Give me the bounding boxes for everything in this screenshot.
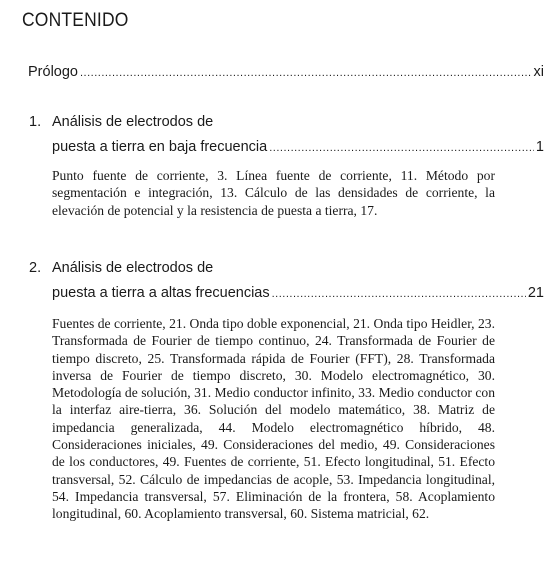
toc-entry-label: Prólogo bbox=[28, 64, 78, 80]
toc-page-number: xi bbox=[533, 64, 544, 80]
chapter-summary: Punto fuente de corriente, 3. Línea fuente de corriente, 11. Método por segmentación e integración, 13. Cálculo de las densidades de corriente, la elevación de potencial y la resistencia de puesta a tierra, 17. bbox=[52, 168, 495, 218]
chapter-number: 2. bbox=[29, 260, 42, 276]
toc-entry-chapter-1 bbox=[52, 139, 544, 155]
toc-page-number: 21 bbox=[527, 285, 544, 301]
chapter-number: 1. bbox=[29, 114, 42, 130]
page-title: CONTENIDO bbox=[22, 10, 129, 31]
dot-leader bbox=[80, 67, 532, 79]
toc-page-number: 1 bbox=[535, 139, 544, 155]
chapter-title-line1: Análisis de electrodos de bbox=[52, 114, 214, 130]
toc-entry-prologue bbox=[28, 64, 544, 80]
chapter-summary: Fuentes de corriente, 21. Onda tipo doble exponencial, 21. Onda tipo Heidler, 23. Transformada de Fourier de tiempo continuo, 24. Transformada de Fourier de tiempo discreto, 25. Transformada rápida de Fourier (FFT), 28. Transformada inversa de Fourier de tiempo discreto, 30. Modelo electromagnético, 30. Metodología de solución, 31. Medio conductor infinito, 33. Medio conductor con la interfaz aire-tierra, 36. Solución del modelo matemático, 38. Matriz de impedancia generalizada, 44. Modelo electromagnético híbrido, 48. Consideraciones iniciales, 49. Consideraciones del medio, 49. Consideraciones de los conductores, 49. Fuentes de corriente, 51. Efecto longitudinal, 51. Efecto transversal, 52. Cálculo de impedancias de acople, 53. Impedancia longitudinal, 54. Impedancia transversal, 57. Eliminación de la frontera, 58. Acoplamiento longitudinal, 60. Acoplamiento transversal, 60. Sistema matricial, 62. bbox=[52, 316, 495, 522]
chapter-title-line2: puesta a tierra a altas frecuencias bbox=[52, 285, 270, 301]
dot-leader bbox=[269, 142, 534, 154]
chapter-title-line2: puesta a tierra en baja frecuencia bbox=[52, 139, 268, 155]
toc-entry-chapter-2 bbox=[52, 285, 544, 301]
chapter-title-line1: Análisis de electrodos de bbox=[52, 260, 214, 276]
dot-leader bbox=[272, 288, 526, 300]
